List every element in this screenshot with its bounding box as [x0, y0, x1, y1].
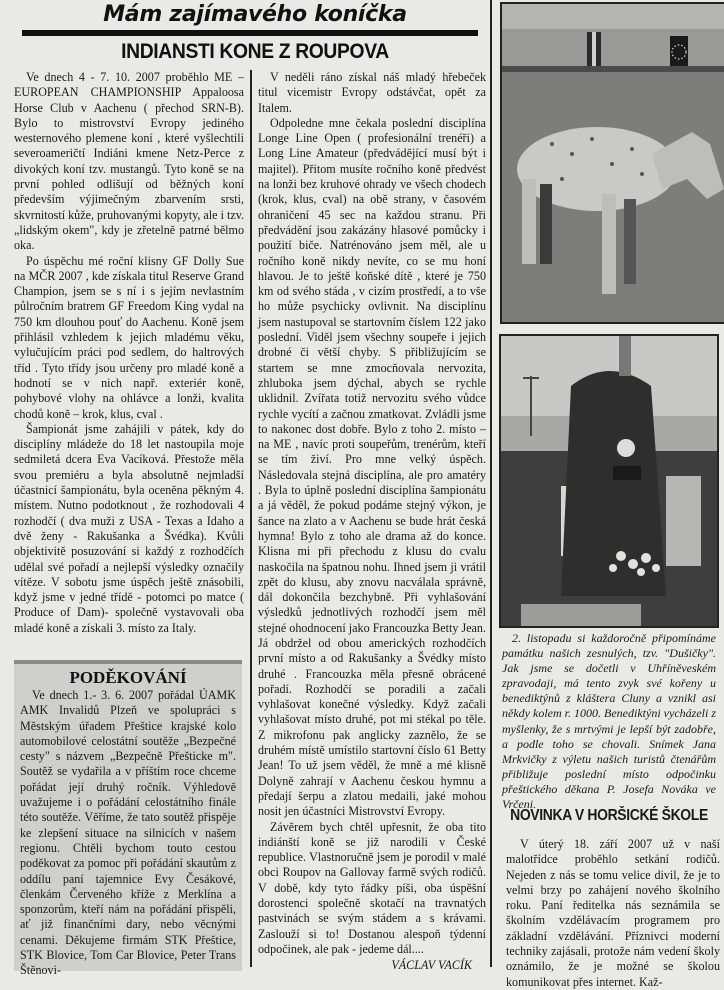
article-paragraph: Po úspěchu mé roční klisny GF Dolly Sue na MČR 2007 , kde získala titul Reserve Grand Champion, jsem se s ní i s jejím nevlastním půlročním bratrem GF Freedom King vydal na 750 km dlouhou pouť do Aachenu. Koně jsem přihlásil vzhledem k jejich mladému věku, vylučujícím práci pod sedlem, do haltrových tříd . Tyto třídy jsou určeny pro mladé koně a hodnotí se v nich např. exteriér koně, pohybové vlohy na ohlávce a lonži, kvalita chodů koně – krok, klus, cval .	[14, 253, 244, 421]
school-headline: NOVINKA V HORŠICKÉ ŠKOLE	[510, 807, 708, 824]
article-author: VÁCLAV VACÍK	[391, 958, 472, 973]
school-article	[506, 837, 720, 990]
thanks-box	[14, 660, 242, 978]
thanks-title: PODĚKOVÁNÍ	[69, 668, 187, 687]
article-paragraph: Šampionát jsme zahájili v pátek, kdy do disciplíny mládeže do 18 let nastoupila moje sedmiletá dcera Eva Vacíková. Přestože měla svou premiéru a byla absolutně nejmladší účastnicí šampionátu, byla oceněna pěkným 4. místem. Nutno podotknout , že rozhodovali 4 rozhodčí ( dva muži z USA - Texas a Idaho a dvě ženy - Rakušanka a Švédka). Kvůli objektivitě posuzování si každý z rozhodčích udělal své pořadí a nejlepší výsledky označily vítěze. V sobotu jsme úspěch ještě znásobili, když jsme v jedné třídě - potomci po matce ( Produce of Dam)- společně vystavovali oba mladé koně a získali 3. místo za Italy.	[14, 421, 244, 635]
caption-text: 2. listopadu si každoročně připomínáme památku našich zesnulých, tzv. "Dušičky". Jak jsme se dočetli v Uhříněveském zpravodaji, má tento zvyk své kořeny u benediktýnů z kláštera Cluny a vznikl asi někdy kolem r. 1000. Benediktýni vycházeli z myšlenky, že s mrtvými je lepší být zadobře, a podle toho se chovali. Snímek Jana Mrkvičky z výletu našich turistů čtenářům přibližuje poslední místo odpočinku přeštického děkana P. Josefa Nováka ve Vrčeni.	[502, 631, 716, 812]
horse-photo	[500, 2, 724, 324]
article-paragraph: Ve dnech 4 - 7. 10. 2007 proběhlo ME – EUROPEAN CHAMPIONSHIP Appaloosa Horse Club v Aachenu ( přechod SRN-B). Bylo to mistrovství Evropy jediného westernového plemene koní , které vyšlechtili severoameričtí Indiáni kmene Netz-Perce z divokých koní tzv. mustangů. Tyto koně se na první pohled odlišují od běžných koní především výjimečným zbarvením srsti, skvrnitostí kůže, pruhovanými kopyty, ale i tzv. „lidským okem", kdy je zřetelně patrné bělmo oka.	[14, 70, 244, 253]
article-paragraph: Odpoledne mne čekala poslední disciplína Longe Line Open ( profesionální trenéři) a Long Line Amateur (předvádějící musí být i majitel). Přitom musíte ročního koně předvést na lonži bez kruhové ohrady ve všech chodech (krok, klus, cval) na obě strany, v časovém ohraničení 45 sec na každou stranu. Při předvádění jsou zakázány hlasové pomůcky i použití biče. Natrénováno jsem měl, ale u ročního koně nikdy nevíte, co se mu honí hlavou. Je to ještě koňské dítě , které je 750 km od svého stáda , v cizím prostředí, a to vše ho může psychicky ovlivnit. Na disciplínu jsem nastupoval se startovním číslem 122 jako poslední. Viděl jsem všechny soupeře i jejich drobné či větší chyby. S přibližujícím se startem se mne zmocňovala nervozita, zhluboka jsem dýchal, abych se rychle uklidnil. Zvířata totiž nervozitu svého vůdce rychle vycítí a začnou zmatkovat. Zvládli jsme to nakonec dost dobře. Bylo z toho 2. místo – na ME , navíc proti soupeřům, trenérům, kteří se tím živí. Pro mne velký úspěch. Následovala stejná disciplína, ale pro amatéry . Byla to úplně poslední disciplína šampionátu a já věděl, že pokud podáme stejný výkon, je šance na zlato a v Aachenu se bude hrát česká hymna! Bylo z toho ale drama až do konce. Klisna mi při přechodu z klusu do cvalu naskočila na špatnou nohu. Ihned jsem ji vrátil zpět do klusu, aby znovu nacválala správně, dál dokončila bezchybně. Při vyhlašování výsledků jednotlivých rozhodčí jsem měl stejné ohodnocení jako Francouzka Betty Jean. Já obdržel od obou amerických rozhodčích první místo a od Rakušanky a Švédky místo druhé . Francouzka měla přesně obrácené pořadí. Rozhodčí se poradili a začali vyhlašovat konečné výsledky. Když začali vyhlašovat místo druhé, pot mi stékal po těle. Z mikrofonu pak anglicky zaznělo, že se druhém místě umístilo startovní číslo 61 Betty Jean! To už jsem věděl, že mně a mé klisně Dolyně zahrají v Aachenu českou hymnu a předají šerpu a zlatou medaili, jaké mohou nosit jen účastníci Mistrovství Evropy.	[258, 115, 486, 819]
section-masthead	[20, 0, 490, 34]
column-divider	[490, 0, 492, 967]
photo-caption	[502, 631, 716, 812]
article-paragraph: V neděli ráno získal náš mladý hřebeček titul vicemistr Evropy odstávčat, opět za Italem.	[258, 70, 486, 115]
thanks-text: Ve dnech 1.- 3. 6. 2007 pořádal ÚAMK AMK Invalidů Plzeň ve spolupráci s Městským úřadem Přeštice krajské kolo automobilové celostátní soutěže „Bezpečné cesty" s názvem „Bezpečně Přešticke m". Soutěž se vydařila a v příštím roce chceme pořádat její druhý ročník. Výhledově uvažujeme i o pořádání celostátního finále této soutěže. Věříme, že tato soutěž přispěje ke zlepšení situace na silnicích v našem regionu. Chtěli bychom touto cestou poděkovat za pomoc při pořádání skautům z oddílu paní tajemnice Evy Česákové, členkám Červeného kříže z Merklína a sponzorům, kteří nám na pořádání přispěli, ať již finančními dary, nebo věcnými cenami. Děkujeme firmám STK Přeštice, STK Blovice, Tom Car Blovice, Peter Trans Štěnovi-	[20, 688, 236, 978]
section-kicker: Mám zajímavého koníčka	[103, 2, 407, 27]
school-text: V úterý 18. září 2007 už v naší malotřídce proběhlo setkání rodičů. Nejeden z nás se tomu velice divil, že je to velmi brzy po zahájení nového školního roku. Paní ředitelka nás seznámila se školním vzdělávacím programem pro základní vzdělávání. Příznivci moderní techniky zajásali, protože nám vedení školy oznámilo, že je možné se školou komunikovat přes internet. Kaž-	[506, 837, 720, 989]
article-headline: INDIANSTI KONE Z ROUPOVA	[121, 40, 389, 63]
grave-photo	[499, 334, 719, 628]
article-column-left	[14, 70, 244, 636]
article-paragraph: Závěrem bych chtěl upřesnit, že oba tito indiánští koně se již narodili v České republice. Vlastnoručně jsem je porodil v malé obci Roupov na Gallovay farmě svých rodičů. V době, kdy tyto řádky píši, oba úspěšní dorostenci společně skotačí na travnatých pastvinách se svým stádem a s krávami. Zaslouží si to! Dostanou alespoň týdenní odpočinek, ale pak - jedeme dál....	[258, 819, 486, 956]
article-column-middle	[258, 70, 486, 974]
column-divider	[250, 70, 252, 967]
headline-rule	[22, 30, 478, 36]
